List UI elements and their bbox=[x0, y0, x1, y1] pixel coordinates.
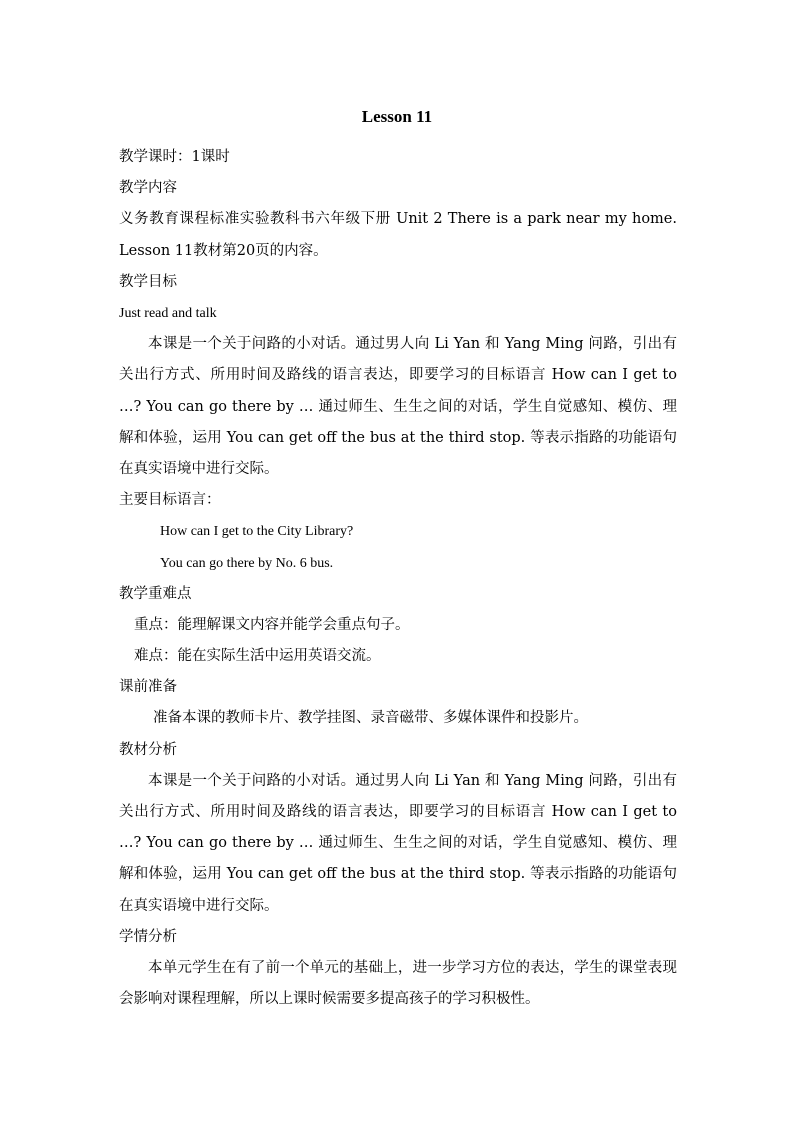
target-sentence-1: How can I get to the City Library? bbox=[160, 524, 354, 540]
material-analysis-text: 本课是一个关于问路的小对话。通过男人向 Li Yan 和 Yang Ming 问路，引出有关出行方式、所用时间及路线的语言表达，即要学习的目标语言 How can I get to …? You can go there by … 通过师生、生生之间的对话，学生自觉感知、模仿、理解和体验，运用 You can get off the bus at the third stop. 等表示指路的功能语句在真实语境中进行交际。 bbox=[119, 772, 677, 914]
difficult-point: 难点：能在实际生活中运用英语交流。 bbox=[134, 648, 381, 665]
class-hours: 教学课时：1课时 bbox=[119, 149, 230, 165]
target-language-heading: 主要目标语言： bbox=[119, 492, 221, 509]
preparation-heading: 课前准备 bbox=[119, 679, 177, 696]
objectives-text: 本课是一个关于问路的小对话。通过男人向 Li Yan 和 Yang Ming 问路，引出有关出行方式、所用时间及路线的语言表达，即要学习的目标语言 How can I get to …? You can go there by … 通过师生、生生之间的对话，学生自觉感知、模仿、理解和体验，运用 You can get off the bus at the third stop. 等表示指路的功能语句在真实语境中进行交际。 bbox=[119, 336, 677, 477]
target-sentence-2: You can go there by No. 6 bus. bbox=[160, 555, 334, 571]
preparation-text: 准备本课的教师卡片、教学挂图、录音磁带、多媒体课件和投影片。 bbox=[153, 710, 588, 727]
student-analysis-heading: 学情分析 bbox=[119, 928, 177, 945]
student-analysis-text: 本单元学生在有了前一个单元的基础上，进一步学习方位的表达，学生的课堂表现会影响对课程理解，所以上课时候需要多提高孩子的学习积极性。 bbox=[119, 960, 677, 1008]
key-points-heading: 教学重难点 bbox=[119, 585, 192, 602]
objectives-heading: 教学目标 bbox=[119, 273, 177, 290]
document-body bbox=[119, 142, 677, 1015]
content-heading: 教学内容 bbox=[119, 180, 177, 197]
content-text: 义务教育课程标准实验教科书六年级下册 Unit 2 There is a park near my home. Lesson 11教材第20页的内容。 bbox=[119, 211, 677, 259]
key-point: 重点：能理解课文内容并能学会重点句子。 bbox=[134, 616, 410, 633]
objectives-subheading: Just read and talk bbox=[119, 305, 217, 321]
page-title: Lesson 11 bbox=[361, 107, 433, 126]
material-analysis-heading: 教材分析 bbox=[119, 741, 177, 758]
